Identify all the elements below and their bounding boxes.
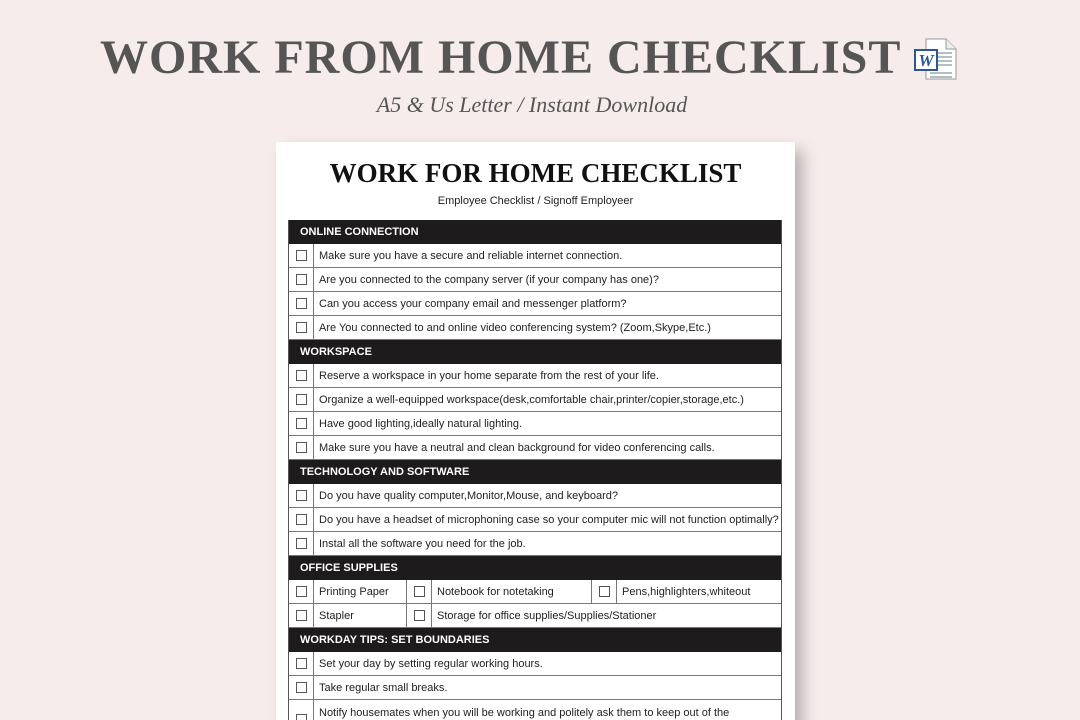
section-header: ONLINE CONNECTION (289, 220, 781, 244)
checkbox-box[interactable] (296, 370, 307, 381)
checklist-item (289, 268, 781, 292)
supplies-row (289, 580, 781, 604)
checklist-item (289, 388, 781, 412)
supply-item: Pens,highlighters,whiteout (622, 586, 751, 598)
checkbox[interactable] (592, 580, 617, 603)
checkbox-box[interactable] (296, 418, 307, 429)
checklist-item (289, 316, 781, 340)
item-text: Make sure you have a secure and reliable internet connection. (319, 250, 623, 262)
checkbox[interactable] (289, 244, 314, 267)
checklist-page (276, 142, 795, 720)
checklist-item (289, 676, 781, 700)
checkbox-box[interactable] (414, 586, 425, 597)
checkbox[interactable] (289, 364, 314, 387)
checkbox-box[interactable] (296, 322, 307, 333)
checkbox[interactable] (289, 676, 314, 699)
supply-item: Storage for office supplies/Supplies/Stationer (437, 610, 657, 622)
checkbox[interactable] (289, 508, 314, 531)
checkbox-box[interactable] (296, 538, 307, 549)
item-text: Take regular small breaks. (319, 682, 448, 694)
item-text: Instal all the software you need for the job. (319, 538, 526, 550)
checkbox-box[interactable] (296, 610, 307, 621)
checkbox[interactable] (407, 604, 432, 627)
item-text: Do you have a headset of microphoning case so your computer mic will not function optimally? (319, 514, 779, 526)
checkbox[interactable] (407, 580, 432, 603)
item-text: Are you connected to the company server (if your company has one)? (319, 274, 659, 286)
item-text: Have good lighting,ideally natural lighting. (319, 418, 523, 430)
checkbox[interactable] (289, 652, 314, 675)
checkbox-box[interactable] (296, 682, 307, 693)
checkbox[interactable] (289, 268, 314, 291)
checklist-item (289, 700, 781, 720)
checkbox-box[interactable] (296, 250, 307, 261)
word-letter: W (918, 51, 934, 70)
checkbox[interactable] (289, 700, 314, 720)
checkbox[interactable] (289, 292, 314, 315)
supply-item: Notebook for notetaking (432, 580, 592, 603)
banner-subtitle: A5 & Us Letter / Instant Download (376, 92, 688, 117)
checklist-item (289, 364, 781, 388)
item-text: Organize a well-equipped workspace(desk,comfortable chair,printer/copier,storage,etc.) (319, 394, 744, 406)
word-document-icon (914, 37, 958, 81)
checklist-item (289, 436, 781, 460)
item-text: Set your day by setting regular working hours. (319, 658, 543, 670)
page-subtitle: Employee Checklist / Signoff Employeer (437, 195, 634, 207)
checklist-table (288, 220, 782, 720)
checklist-item (289, 652, 781, 676)
checkbox[interactable] (289, 580, 314, 603)
checkbox-box[interactable] (296, 514, 307, 525)
checkbox-box[interactable] (296, 714, 307, 720)
supplies-row (289, 604, 781, 628)
checkbox[interactable] (289, 388, 314, 411)
item-text: Notify housemates when you will be working and politely ask them to keep out of the (319, 707, 730, 719)
checklist-item (289, 412, 781, 436)
item-text: Can you access your company email and messenger platform? (319, 298, 627, 310)
checkbox[interactable] (289, 436, 314, 459)
item-text: Do you have quality computer,Monitor,Mouse, and keyboard? (319, 490, 619, 502)
section-header: WORKDAY TIPS: SET BOUNDARIES (289, 628, 781, 652)
checkbox[interactable] (289, 412, 314, 435)
checkbox-box[interactable] (599, 586, 610, 597)
item-text: Reserve a workspace in your home separate from the rest of your life. (319, 370, 659, 382)
checklist-item (289, 292, 781, 316)
supply-item: Stapler (314, 604, 407, 627)
item-text: Make sure you have a neutral and clean background for video conferencing calls. (319, 442, 715, 454)
checkbox-box[interactable] (296, 586, 307, 597)
section-header: WORKSPACE (289, 340, 781, 364)
checkbox-box[interactable] (296, 298, 307, 309)
section-header: TECHNOLOGY AND SOFTWARE (289, 460, 781, 484)
checkbox[interactable] (289, 604, 314, 627)
section-header: OFFICE SUPPLIES (289, 556, 781, 580)
checklist-item (289, 484, 781, 508)
checkbox-box[interactable] (296, 274, 307, 285)
checkbox-box[interactable] (296, 490, 307, 501)
checkbox-box[interactable] (296, 442, 307, 453)
checkbox[interactable] (289, 484, 314, 507)
checkbox-box[interactable] (296, 658, 307, 669)
page-title: WORK FOR HOME CHECKLIST (329, 158, 742, 188)
checkbox-box[interactable] (414, 610, 425, 621)
item-text: Are You connected to and online video conferencing system? (Zoom,Skype,Etc.) (319, 322, 711, 334)
supply-item: Printing Paper (314, 580, 407, 603)
checkbox[interactable] (289, 532, 314, 555)
checkbox[interactable] (289, 316, 314, 339)
banner-title: WORK FROM HOME CHECKLIST (100, 31, 902, 84)
checkbox-box[interactable] (296, 394, 307, 405)
checklist-item (289, 244, 781, 268)
checklist-item (289, 532, 781, 556)
checklist-item (289, 508, 781, 532)
